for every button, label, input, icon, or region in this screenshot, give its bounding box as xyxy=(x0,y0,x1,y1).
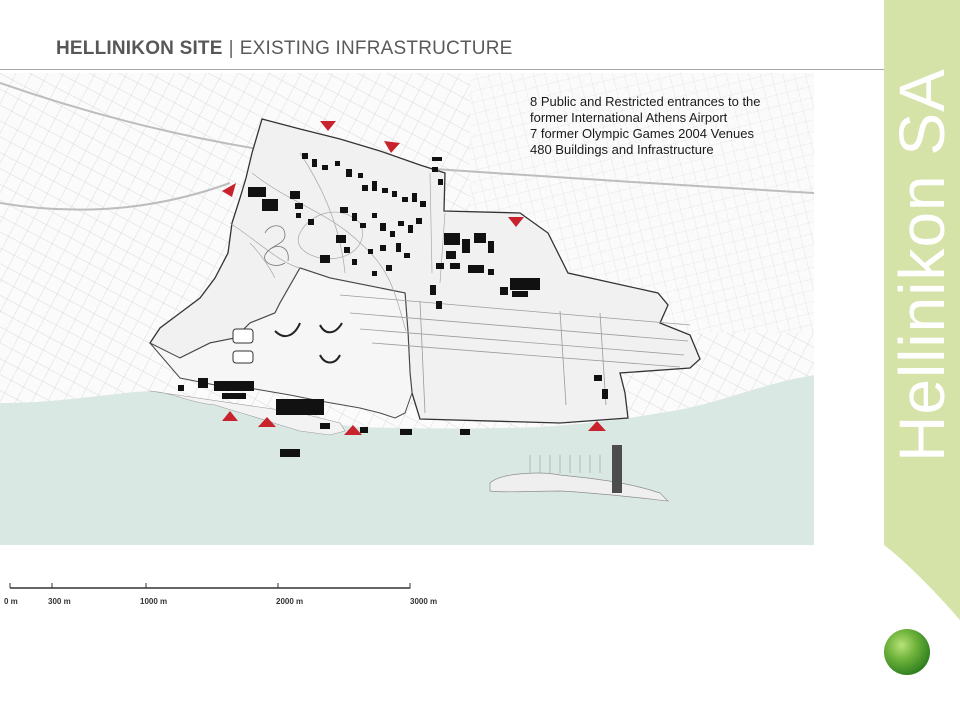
brand-wordmark: Hellinikon SA xyxy=(886,68,958,462)
scale-label-1000: 1000 m xyxy=(140,597,168,606)
slide-title-bold: HELLINIKON SITE xyxy=(56,38,223,59)
annotation-line-4: 480 Buildings and Infrastructure xyxy=(530,142,714,157)
scale-bar xyxy=(0,582,450,622)
brand-logo-icon xyxy=(884,629,930,675)
annotation-line-1: 8 Public and Restricted entrances to the xyxy=(530,94,761,109)
scale-label-0: 0 m xyxy=(4,597,18,606)
scale-bar-ruler xyxy=(0,582,450,596)
scale-label-3000: 3000 m xyxy=(410,597,438,606)
header-rule xyxy=(0,69,884,70)
title-separator: | xyxy=(228,38,234,59)
slide-title-rest: EXISTING INFRASTRUCTURE xyxy=(239,38,513,59)
map-annotation xyxy=(530,94,761,158)
marina-pier xyxy=(612,445,622,493)
annotation-line-2: former International Athens Airport xyxy=(530,110,728,125)
scale-label-300: 300 m xyxy=(48,597,71,606)
slide-title xyxy=(56,38,513,60)
scale-label-2000: 2000 m xyxy=(276,597,304,606)
annotation-line-3: 7 former Olympic Games 2004 Venues xyxy=(530,126,754,141)
